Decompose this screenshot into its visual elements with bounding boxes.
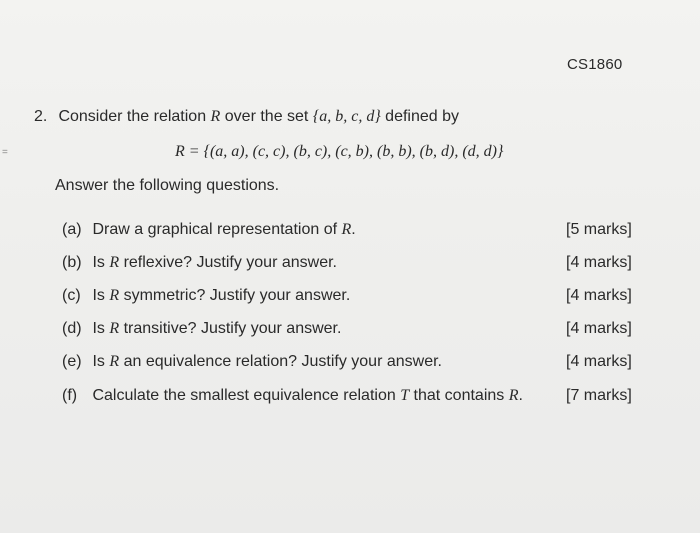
part-text-end: . [351, 221, 356, 238]
part-text-end: transitive? Justify your answer. [119, 320, 342, 337]
question-text-1: Consider the relation [58, 108, 211, 125]
question-statement [34, 108, 459, 126]
marks-e: [4 marks] [566, 353, 632, 370]
part-text-mid: that contains [409, 387, 509, 404]
part-text-end: . [518, 387, 523, 404]
part-label: (e) [62, 353, 82, 370]
part-label: (b) [62, 254, 82, 271]
relation-definition: R = {(a, a), (c, c), (b, c), (c, b), (b, b), (b, d), (d, d)} [175, 143, 504, 160]
part-text: Is [92, 254, 110, 271]
part-label: (f) [62, 387, 78, 404]
marks-f: [7 marks] [566, 387, 632, 404]
part-symbol: R [109, 254, 120, 271]
course-code: CS1860 [567, 56, 623, 73]
question-number: 2. [34, 108, 48, 125]
relation-symbol: R [210, 108, 221, 125]
part-text-end: an equivalence relation? Justify your answer. [119, 353, 442, 370]
part-symbol: R [109, 353, 120, 370]
part-label: (d) [62, 320, 82, 337]
part-text: Calculate the smallest equivalence relation [92, 387, 401, 404]
question-text-3: defined by [380, 108, 460, 125]
part-e [62, 353, 442, 371]
part-a [62, 221, 356, 239]
marks-a: [5 marks] [566, 221, 632, 238]
question-text-2: over the set [220, 108, 313, 125]
part-symbol: R [109, 287, 120, 304]
part-c [62, 287, 350, 305]
part-label: (a) [62, 221, 82, 238]
marks-b: [4 marks] [566, 254, 632, 271]
part-symbol: T [400, 387, 410, 404]
part-text: Is [92, 320, 110, 337]
part-text: Is [92, 353, 110, 370]
part-text-end: symmetric? Justify your answer. [119, 287, 351, 304]
part-symbol: R [109, 320, 120, 337]
page-edge-mark: = [2, 147, 8, 158]
part-text: Draw a graphical representation of [92, 221, 342, 238]
part-d [62, 320, 341, 338]
marks-c: [4 marks] [566, 287, 632, 304]
part-label: (c) [62, 287, 81, 304]
part-symbol: R [341, 221, 352, 238]
part-text: Is [92, 287, 110, 304]
part-b [62, 254, 337, 272]
instruction-text: Answer the following questions. [55, 177, 280, 194]
marks-d: [4 marks] [566, 320, 632, 337]
set-definition: {a, b, c, d} [312, 108, 381, 125]
part-text-end: reflexive? Justify your answer. [119, 254, 337, 271]
part-symbol-2: R [508, 387, 519, 404]
part-f [62, 387, 523, 405]
